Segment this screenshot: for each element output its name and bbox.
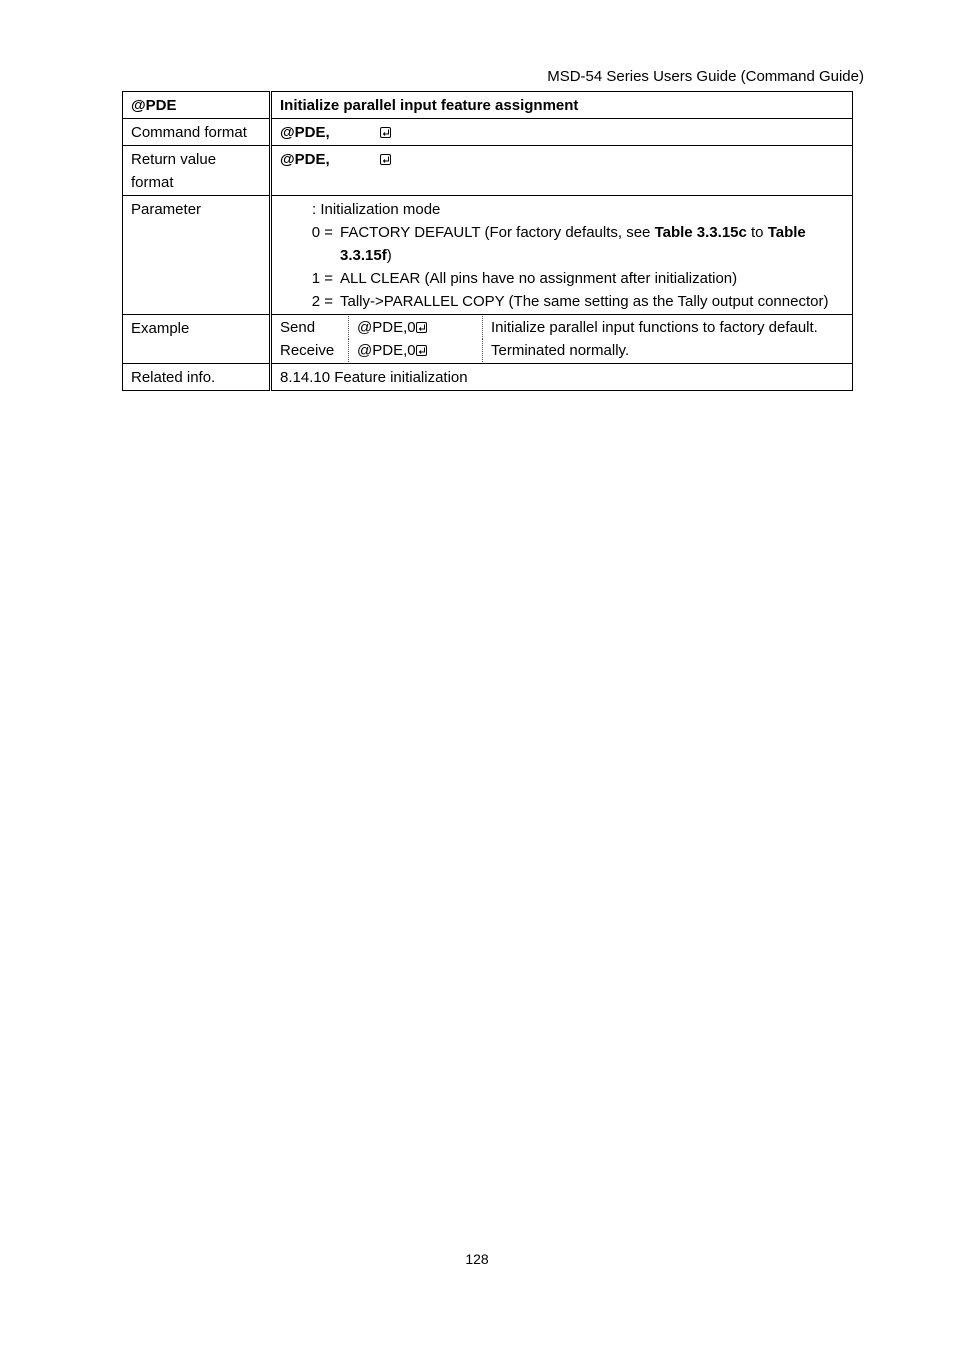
table-row-parameter xyxy=(123,196,853,315)
command-format-label: Command format xyxy=(123,119,271,146)
parameter-option-text: Tally->PARALLEL COPY (The same setting as the Tally output connector) xyxy=(340,293,829,310)
table-row-command xyxy=(123,92,853,119)
parameter-option-text-part: ) xyxy=(386,247,392,264)
parameter-option xyxy=(280,221,845,267)
example-description: Terminated normally. xyxy=(482,339,845,362)
parameter-option-text: ALL CLEAR (All pins have no assignment after initialization) xyxy=(340,270,738,287)
related-label: Related info. xyxy=(123,364,271,391)
command-format-cell xyxy=(271,119,853,146)
parameter-label: Parameter xyxy=(123,196,271,315)
parameter-option xyxy=(280,290,845,313)
table-row-related xyxy=(123,364,853,391)
parameter-option-code: 0 = xyxy=(311,224,333,241)
return-format-cell xyxy=(271,146,853,196)
table-row-return-format xyxy=(123,146,853,196)
parameter-option-text xyxy=(340,221,845,267)
example-command xyxy=(348,316,482,339)
example-cell xyxy=(271,315,853,364)
example-description: Initialize parallel input functions to factory default. xyxy=(482,316,845,339)
enter-key-icon xyxy=(380,127,391,138)
parameter-cell xyxy=(271,196,853,315)
example-command-text: @PDE,0 xyxy=(357,319,416,336)
parameter-option-text-part: to xyxy=(746,224,768,241)
example-command-text: @PDE,0 xyxy=(357,342,416,359)
parameter-option-code: 1 = xyxy=(311,270,333,287)
table-reference: Table 3.3.15c xyxy=(654,224,747,241)
page-number: 128 xyxy=(465,1251,489,1267)
table-reference: Table 3.3.15f xyxy=(340,224,806,264)
return-format-label-line2: format xyxy=(131,174,174,191)
enter-key-icon xyxy=(416,345,427,356)
example-label: Example xyxy=(123,315,271,364)
example-direction: Receive xyxy=(280,342,335,359)
table-row-command-format xyxy=(123,119,853,146)
enter-key-icon xyxy=(416,322,427,333)
example-command xyxy=(348,339,482,362)
return-format-label-line1: Return value xyxy=(131,151,217,168)
return-format-label xyxy=(123,146,271,196)
command-table xyxy=(122,91,853,391)
table-row-example xyxy=(123,315,853,364)
example-direction: Send xyxy=(280,319,316,336)
parameter-option xyxy=(280,267,845,290)
parameter-title: : Initialization mode xyxy=(312,201,441,218)
related-value: 8.14.10 Feature initialization xyxy=(271,364,853,391)
command-name: @PDE xyxy=(123,92,271,119)
page-header: MSD-54 Series Users Guide (Command Guide) xyxy=(547,68,864,85)
return-format-value: @PDE, xyxy=(280,151,330,168)
command-format-value: @PDE, xyxy=(280,124,330,141)
parameter-option-code: 2 = xyxy=(311,293,333,310)
command-description: Initialize parallel input feature assignment xyxy=(271,92,853,119)
enter-key-icon xyxy=(380,154,391,165)
parameter-option-text-part: FACTORY DEFAULT (For factory defaults, see xyxy=(340,224,655,241)
